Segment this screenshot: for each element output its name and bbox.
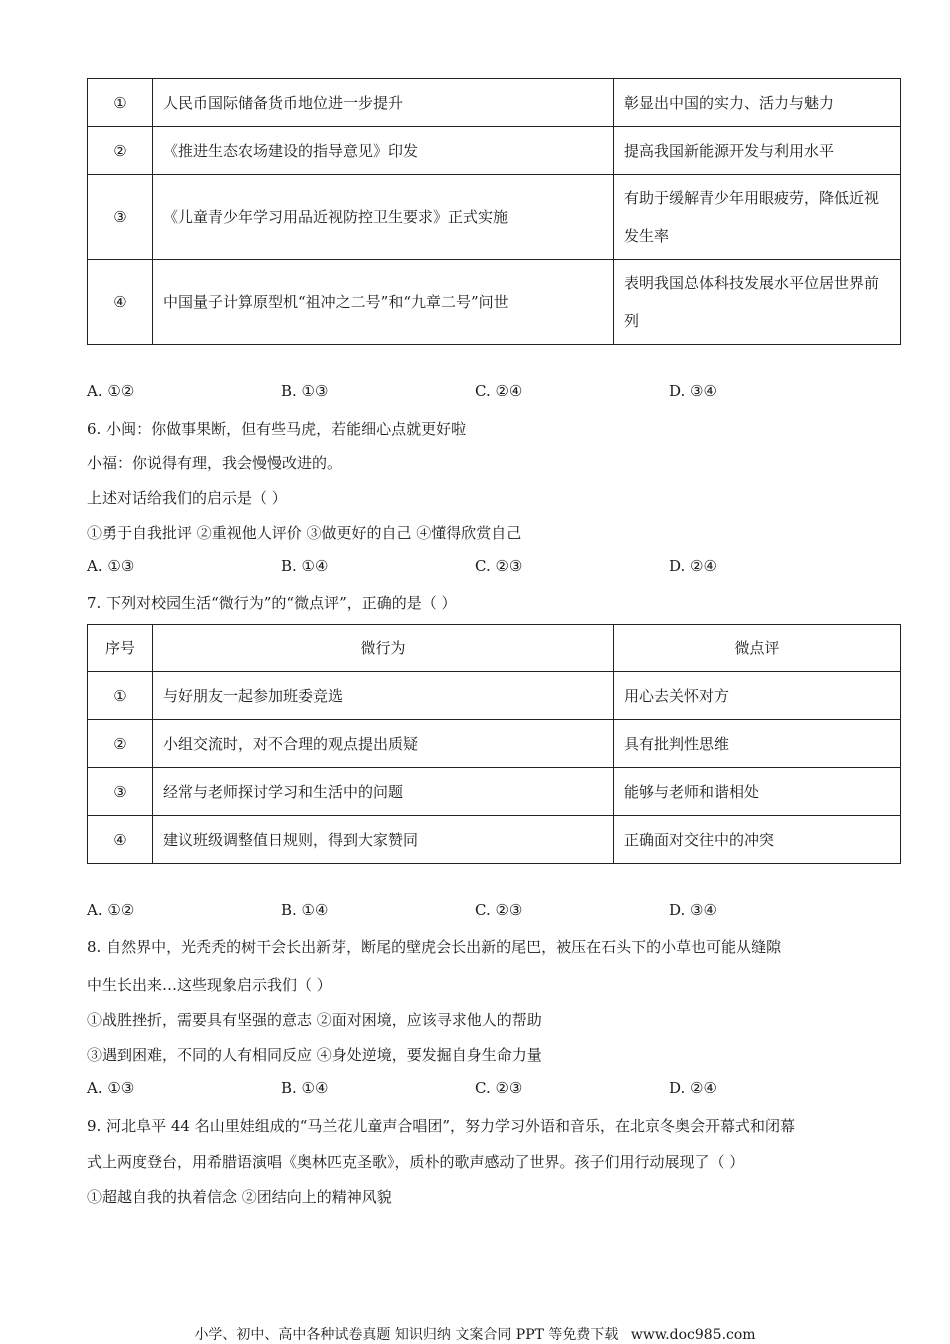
footer-url[interactable]: www.doc985.com bbox=[630, 1327, 756, 1343]
table-row bbox=[88, 175, 901, 260]
q8-option-c: C. ②③ bbox=[475, 1079, 523, 1097]
comment-cell: 能够与老师和谐相处 bbox=[614, 768, 901, 816]
header-comment: 微点评 bbox=[614, 625, 901, 672]
meaning-cell: 有助于缓解青少年用眼疲劳，降低近视发生率 bbox=[614, 175, 901, 260]
event-table bbox=[87, 78, 901, 345]
event-cell: 人民币国际储备货币地位进一步提升 bbox=[153, 79, 614, 127]
q8-option-a: A. ①③ bbox=[87, 1079, 135, 1097]
q8-choices-line1: ①战胜挫折，需要具有坚强的意志 ②面对困境，应该寻求他人的帮助 bbox=[87, 1011, 542, 1029]
row-number: ④ bbox=[88, 260, 153, 345]
row-number: ④ bbox=[88, 816, 153, 864]
q6-option-c: C. ②③ bbox=[475, 557, 523, 575]
row-number: ③ bbox=[88, 768, 153, 816]
q7-option-b: B. ①④ bbox=[281, 901, 329, 919]
table-row bbox=[88, 720, 901, 768]
header-behavior: 微行为 bbox=[153, 625, 614, 672]
q6-stem-line3: 上述对话给我们的启示是（ ） bbox=[87, 489, 287, 507]
q6-option-b: B. ①④ bbox=[281, 557, 329, 575]
footer-text: 小学、初中、高中各种试卷真题 知识归纳 文案合同 PPT 等免费下载 bbox=[194, 1327, 619, 1343]
q8-option-d: D. ②④ bbox=[669, 1079, 717, 1097]
row-number: ① bbox=[88, 79, 153, 127]
q6-option-a: A. ①③ bbox=[87, 557, 135, 575]
row-number: ② bbox=[88, 127, 153, 175]
q6-option-d: D. ②④ bbox=[669, 557, 717, 575]
meaning-cell: 表明我国总体科技发展水平位居世界前列 bbox=[614, 260, 901, 345]
table-row bbox=[88, 672, 901, 720]
meaning-cell: 提高我国新能源开发与利用水平 bbox=[614, 127, 901, 175]
comment-cell: 具有批判性思维 bbox=[614, 720, 901, 768]
header-index: 序号 bbox=[88, 625, 153, 672]
table-row bbox=[88, 816, 901, 864]
event-cell: 《儿童青少年学习用品近视防控卫生要求》正式实施 bbox=[153, 175, 614, 260]
q7-stem: 7. 下列对校园生活“微行为”的“微点评”，正确的是（ ） bbox=[87, 594, 457, 612]
table-row bbox=[88, 79, 901, 127]
q7-option-d: D. ③④ bbox=[669, 901, 717, 919]
behavior-cell: 经常与老师探讨学习和生活中的问题 bbox=[153, 768, 614, 816]
q8-stem-line2: 中生长出来…这些现象启示我们（ ） bbox=[87, 976, 332, 994]
q5-option-b: B. ①③ bbox=[281, 382, 329, 400]
q9-choices: ①超越自我的执着信念 ②团结向上的精神风貌 bbox=[87, 1188, 392, 1206]
event-cell: 中国量子计算原型机“祖冲之二号”和“九章二号”问世 bbox=[153, 260, 614, 345]
q7-option-c: C. ②③ bbox=[475, 901, 523, 919]
row-number: ③ bbox=[88, 175, 153, 260]
q8-choices-line2: ③遇到困难，不同的人有相同反应 ④身处逆境，要发掘自身生命力量 bbox=[87, 1046, 542, 1064]
row-number: ② bbox=[88, 720, 153, 768]
q5-option-d: D. ③④ bbox=[669, 382, 717, 400]
behavior-table bbox=[87, 624, 901, 864]
q6-choices: ①勇于自我批评 ②重视他人评价 ③做更好的自己 ④懂得欣赏自己 bbox=[87, 524, 522, 542]
row-number: ① bbox=[88, 672, 153, 720]
event-cell: 《推进生态农场建设的指导意见》印发 bbox=[153, 127, 614, 175]
behavior-cell: 小组交流时，对不合理的观点提出质疑 bbox=[153, 720, 614, 768]
q7-option-a: A. ①② bbox=[87, 901, 135, 919]
table-row bbox=[88, 768, 901, 816]
q9-stem-line2: 式上两度登台，用希腊语演唱《奥林匹克圣歌》，质朴的歌声感动了世界。孩子们用行动展现了（ ） bbox=[87, 1153, 745, 1171]
footer-banner bbox=[0, 1324, 950, 1344]
comment-cell: 正确面对交往中的冲突 bbox=[614, 816, 901, 864]
table-row bbox=[88, 260, 901, 345]
table-header-row bbox=[88, 625, 901, 672]
q9-stem-line1: 9. 河北阜平 44 名山里娃组成的“马兰花儿童声合唱团”，努力学习外语和音乐，在北京冬奥会开幕式和闭幕 bbox=[87, 1117, 796, 1135]
q5-option-a: A. ①② bbox=[87, 382, 135, 400]
comment-cell: 用心去关怀对方 bbox=[614, 672, 901, 720]
table-row bbox=[88, 127, 901, 175]
q6-stem-line2: 小福：你说得有理，我会慢慢改进的。 bbox=[87, 454, 343, 472]
behavior-cell: 与好朋友一起参加班委竞选 bbox=[153, 672, 614, 720]
q5-option-c: C. ②④ bbox=[475, 382, 523, 400]
q6-stem-line1: 6. 小闽：你做事果断，但有些马虎，若能细心点就更好啦 bbox=[87, 420, 467, 438]
q8-stem-line1: 8. 自然界中，光秃秃的树干会长出新芽，断尾的壁虎会长出新的尾巴，被压在石头下的小草也可能从缝隙 bbox=[87, 938, 782, 956]
meaning-cell: 彰显出中国的实力、活力与魅力 bbox=[614, 79, 901, 127]
behavior-cell: 建议班级调整值日规则，得到大家赞同 bbox=[153, 816, 614, 864]
q8-option-b: B. ①④ bbox=[281, 1079, 329, 1097]
